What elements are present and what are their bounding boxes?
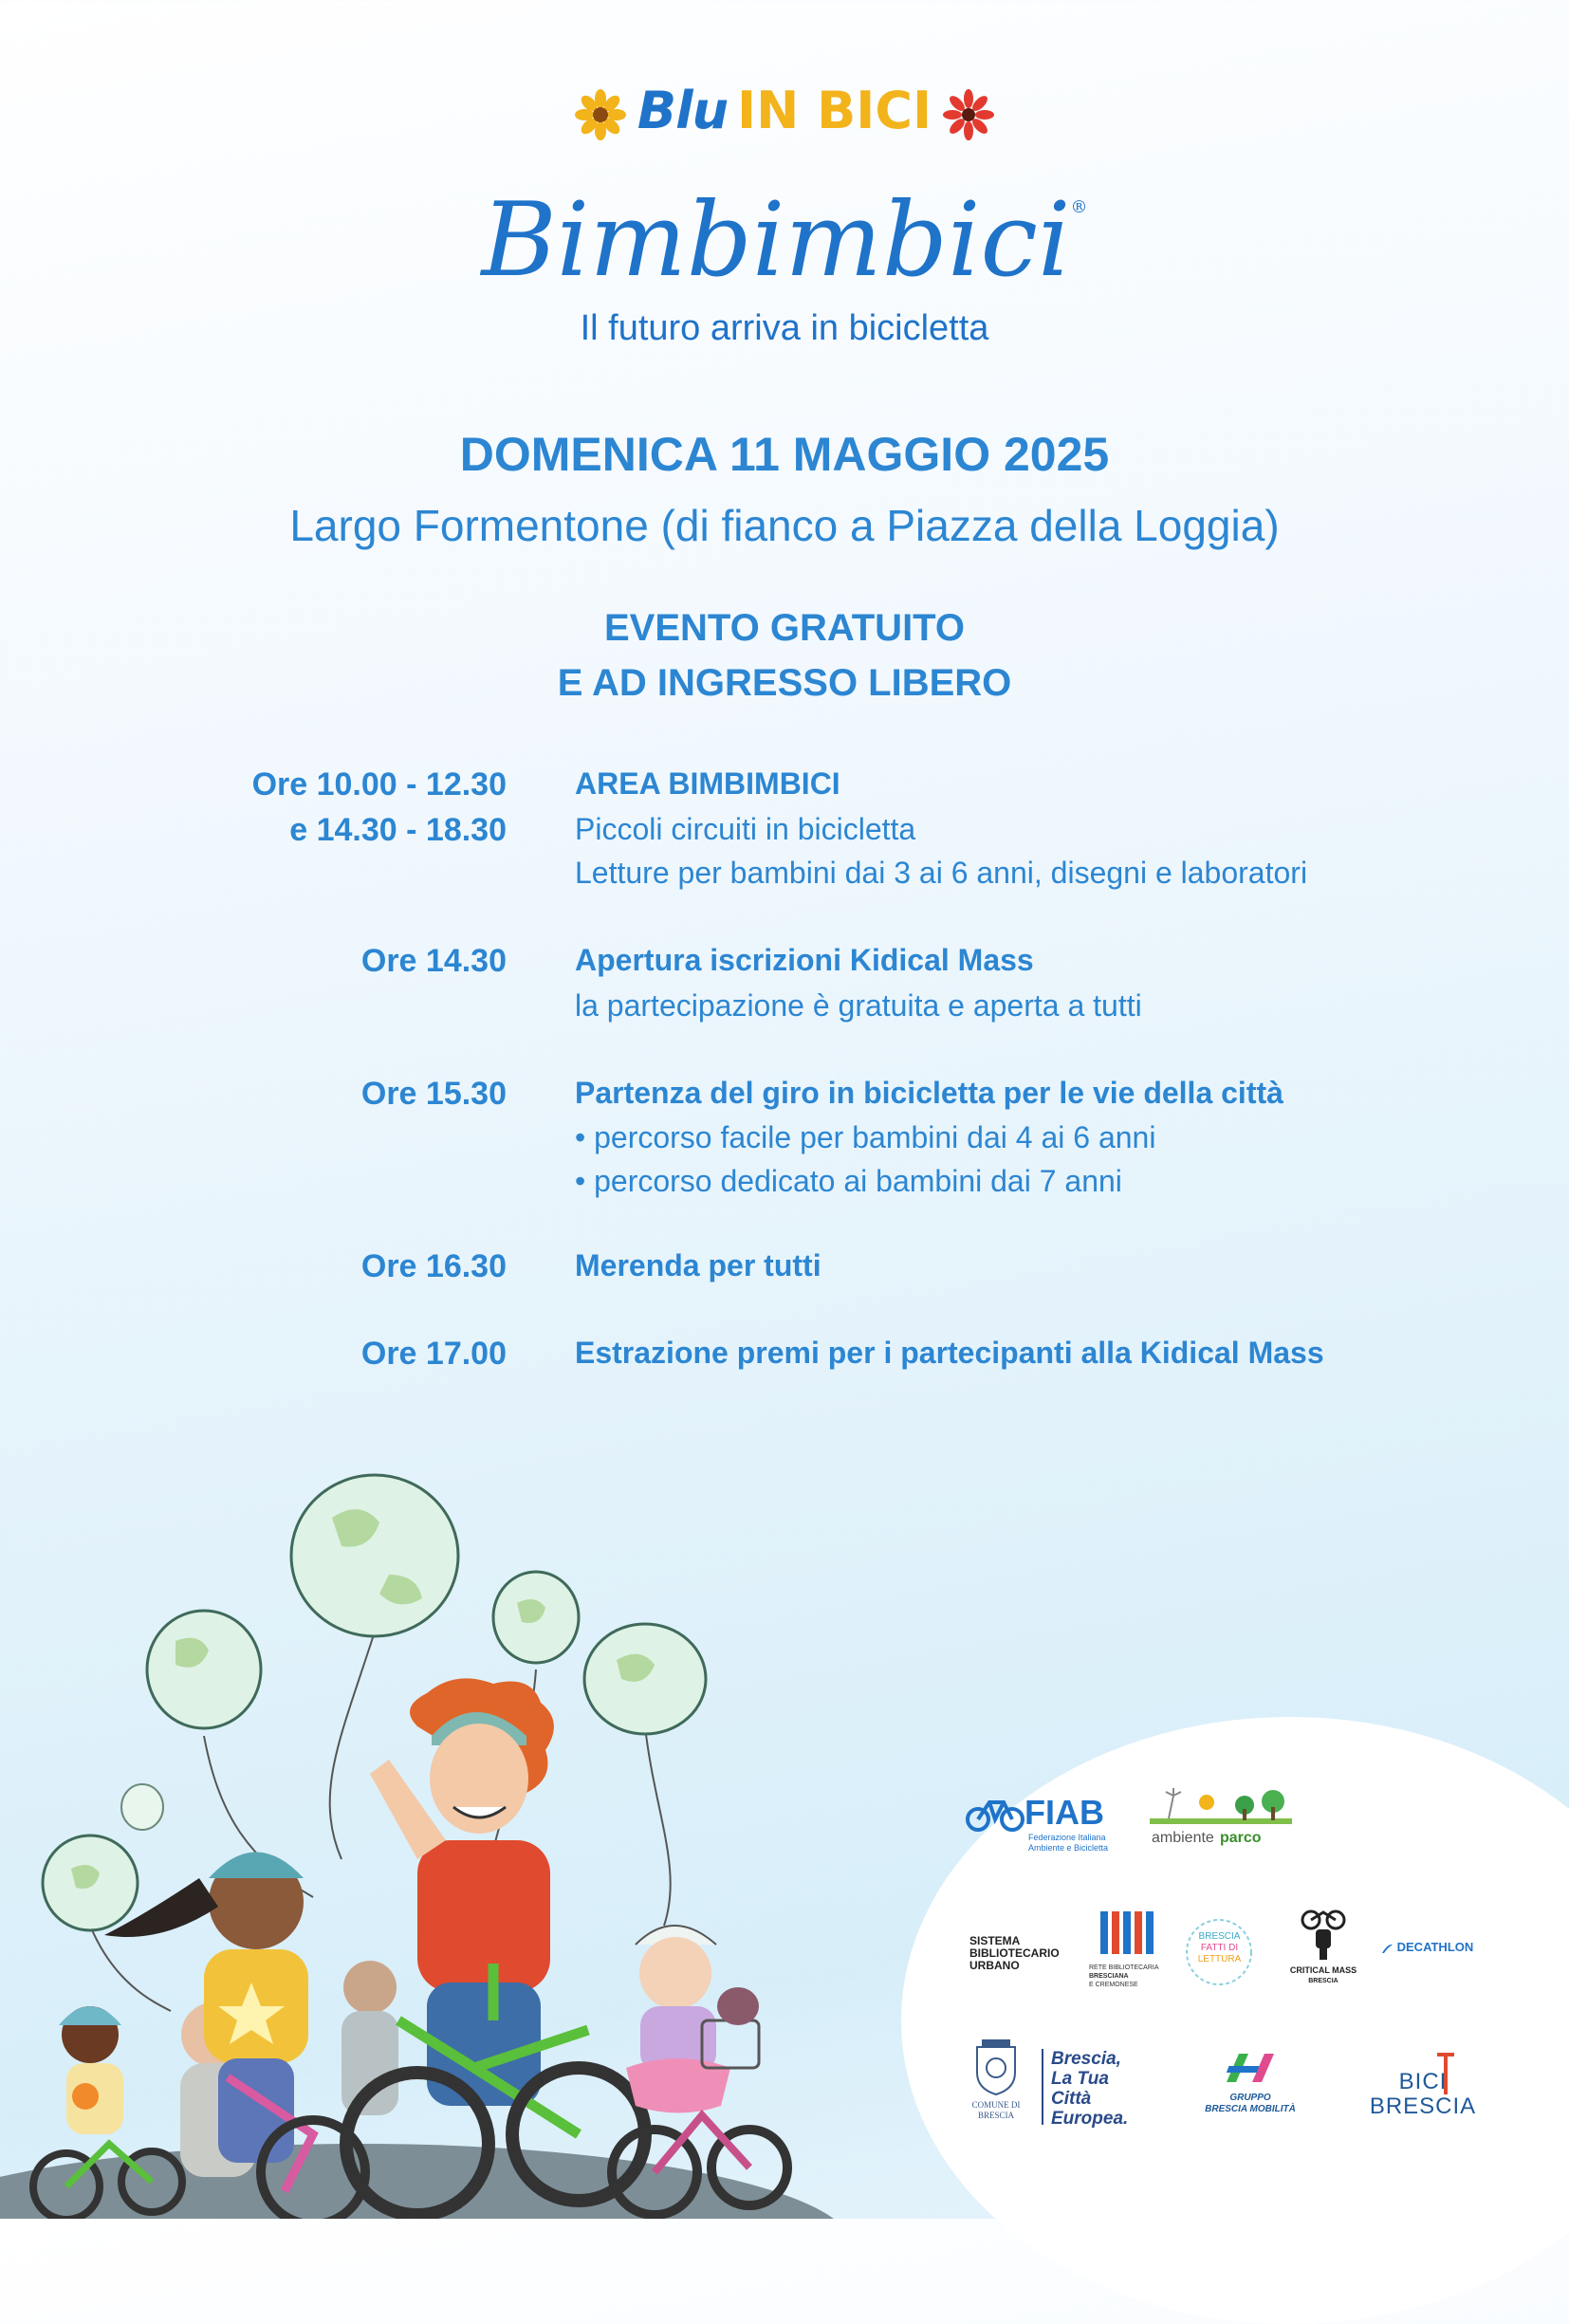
mobilita-line-2: BRESCIA MOBILITÀ bbox=[1205, 2104, 1296, 2114]
critical-mass-line-1: CRITICAL MASS bbox=[1289, 1965, 1357, 1975]
free-entry-line-1: EVENTO GRATUITO bbox=[603, 607, 966, 649]
brescia-fatti-di-lettura-logo bbox=[1184, 1914, 1255, 1990]
sistema-bibliotecario-logo bbox=[969, 1935, 1064, 1983]
bimbimbici-logo bbox=[0, 181, 1569, 300]
program-detail: • percorso facile per bambini dai 4 ai 6 anni bbox=[575, 1120, 1156, 1154]
city-crest-icon bbox=[972, 2039, 1020, 2096]
lettura-line-2: FATTI DI bbox=[1200, 1943, 1239, 1953]
fiab-subtitle-1: Federazione Italiana bbox=[1028, 1833, 1106, 1842]
lettura-line-1: BRESCIA bbox=[1198, 1931, 1241, 1942]
bici-brescia-logo bbox=[1366, 2051, 1480, 2127]
critical-mass-logo bbox=[1285, 1909, 1361, 1994]
fist-bicycle-icon bbox=[1300, 1909, 1347, 1961]
brand-blu: Blu bbox=[637, 81, 729, 140]
program-time: e 14.30 - 18.30 bbox=[289, 812, 507, 848]
comune-line-2: BRESCIA bbox=[977, 2111, 1014, 2120]
critical-mass-line-2: BRESCIA bbox=[1308, 1978, 1338, 1984]
sistema-line-2: BIBLIOTECARIO bbox=[969, 1946, 1060, 1960]
program-detail: • percorso dedicato ai bambini dai 7 anni bbox=[575, 1164, 1122, 1198]
ambienteparco-landscape-icon bbox=[1150, 1788, 1292, 1826]
program-detail: Letture per bambini dai 3 ai 6 anni, disegni e laboratori bbox=[575, 856, 1308, 890]
fiab-name: FIAB bbox=[1024, 1793, 1104, 1832]
program-detail: la partecipazione è gratuita e aperta a tutti bbox=[575, 988, 1142, 1023]
decathlon-name: DECATHLON bbox=[1396, 1940, 1474, 1954]
earth-balloon bbox=[291, 1475, 458, 1636]
earth-balloon bbox=[493, 1572, 579, 1663]
program-title: Partenza del giro in bicicletta per le vie della città bbox=[575, 1076, 1283, 1110]
earth-balloon bbox=[43, 1835, 138, 1930]
girl-pink-skirt bbox=[626, 1926, 759, 2113]
bici-line-1: BICI bbox=[1398, 2069, 1448, 2094]
fiab-subtitle-2: Ambiente e Bicicletta bbox=[1028, 1843, 1109, 1853]
earth-balloons bbox=[43, 1475, 706, 1930]
event-place: Largo Formentone (di fianco a Piazza della Loggia) bbox=[289, 501, 1280, 550]
logo-tagline: Il futuro arriva in bicicletta bbox=[580, 308, 989, 348]
bici-line-2: BRESCIA bbox=[1369, 2093, 1477, 2119]
brand-in-bici: IN BICI bbox=[737, 81, 932, 140]
sistema-line-1: SISTEMA bbox=[969, 1934, 1021, 1947]
children-bikes-illustration bbox=[0, 1451, 911, 2219]
sistema-line-3: URBANO bbox=[969, 1959, 1020, 1972]
decathlon-logo bbox=[1380, 1940, 1480, 1963]
mobilita-line-1: GRUPPO bbox=[1229, 2093, 1271, 2103]
brescia-mobilita-logo bbox=[1193, 2049, 1307, 2125]
lettura-line-3: LETTURA bbox=[1197, 1954, 1242, 1964]
citta-europea-line-1: Brescia, bbox=[1051, 2049, 1121, 2069]
citta-europea-line-2: La Tua Città bbox=[1051, 2069, 1109, 2109]
program-title: Estrazione premi per i partecipanti alla Kidical Mass bbox=[575, 1336, 1324, 1370]
program-detail: Piccoli circuiti in bicicletta bbox=[575, 812, 916, 846]
rete-bibliotecaria-logo bbox=[1089, 1907, 1170, 1997]
free-entry-line-2: E AD INGRESSO LIBERO bbox=[557, 662, 1012, 704]
rete-bibliotecaria-icon bbox=[1098, 1907, 1155, 1959]
program-title: Apertura iscrizioni Kidical Mass bbox=[575, 943, 1034, 977]
earth-balloon bbox=[121, 1784, 163, 1830]
registered-mark: ® bbox=[1070, 197, 1088, 217]
program-time: Ore 15.30 bbox=[360, 1076, 507, 1112]
event-date: DOMENICA 11 MAGGIO 2025 bbox=[459, 428, 1110, 481]
rete-line-3: E CREMONESE bbox=[1089, 1982, 1138, 1988]
ground bbox=[0, 2144, 854, 2219]
earth-balloon bbox=[584, 1624, 706, 1734]
yellow-flower-icon bbox=[575, 89, 626, 140]
comune-di-brescia-logo bbox=[963, 2039, 1029, 2130]
rete-line-2: BRESCIANA bbox=[1089, 1973, 1129, 1980]
program-time: Ore 14.30 bbox=[360, 943, 507, 979]
citta-europea-logo bbox=[1042, 2049, 1151, 2129]
ambiente-text: ambiente bbox=[1152, 1830, 1214, 1846]
parco-text: parco bbox=[1220, 1830, 1262, 1846]
fiab-logo bbox=[966, 1791, 1108, 1857]
program-time: Ore 16.30 bbox=[360, 1248, 507, 1284]
red-flower-icon bbox=[943, 89, 994, 140]
ambienteparco-logo bbox=[1150, 1788, 1292, 1854]
citta-europea-line-3: Europea. bbox=[1051, 2109, 1129, 2129]
earth-balloon bbox=[147, 1611, 261, 1728]
brand-line bbox=[0, 81, 1569, 140]
program-time: Ore 10.00 - 12.30 bbox=[251, 766, 507, 802]
program-title: Merenda per tutti bbox=[575, 1248, 821, 1282]
program-title: AREA BIMBIMBICI bbox=[575, 766, 840, 801]
decathlon-swoosh-icon bbox=[1380, 1942, 1394, 1955]
comune-line-1: COMUNE DI bbox=[971, 2100, 1021, 2110]
mobilita-h-icon bbox=[1222, 2049, 1279, 2091]
logo-name: Bimbimbici bbox=[481, 181, 1071, 300]
bicycle-icon bbox=[966, 1791, 1024, 1833]
program-time: Ore 17.00 bbox=[360, 1336, 507, 1372]
rete-line-1: RETE BIBLIOTECARIA bbox=[1089, 1964, 1159, 1971]
